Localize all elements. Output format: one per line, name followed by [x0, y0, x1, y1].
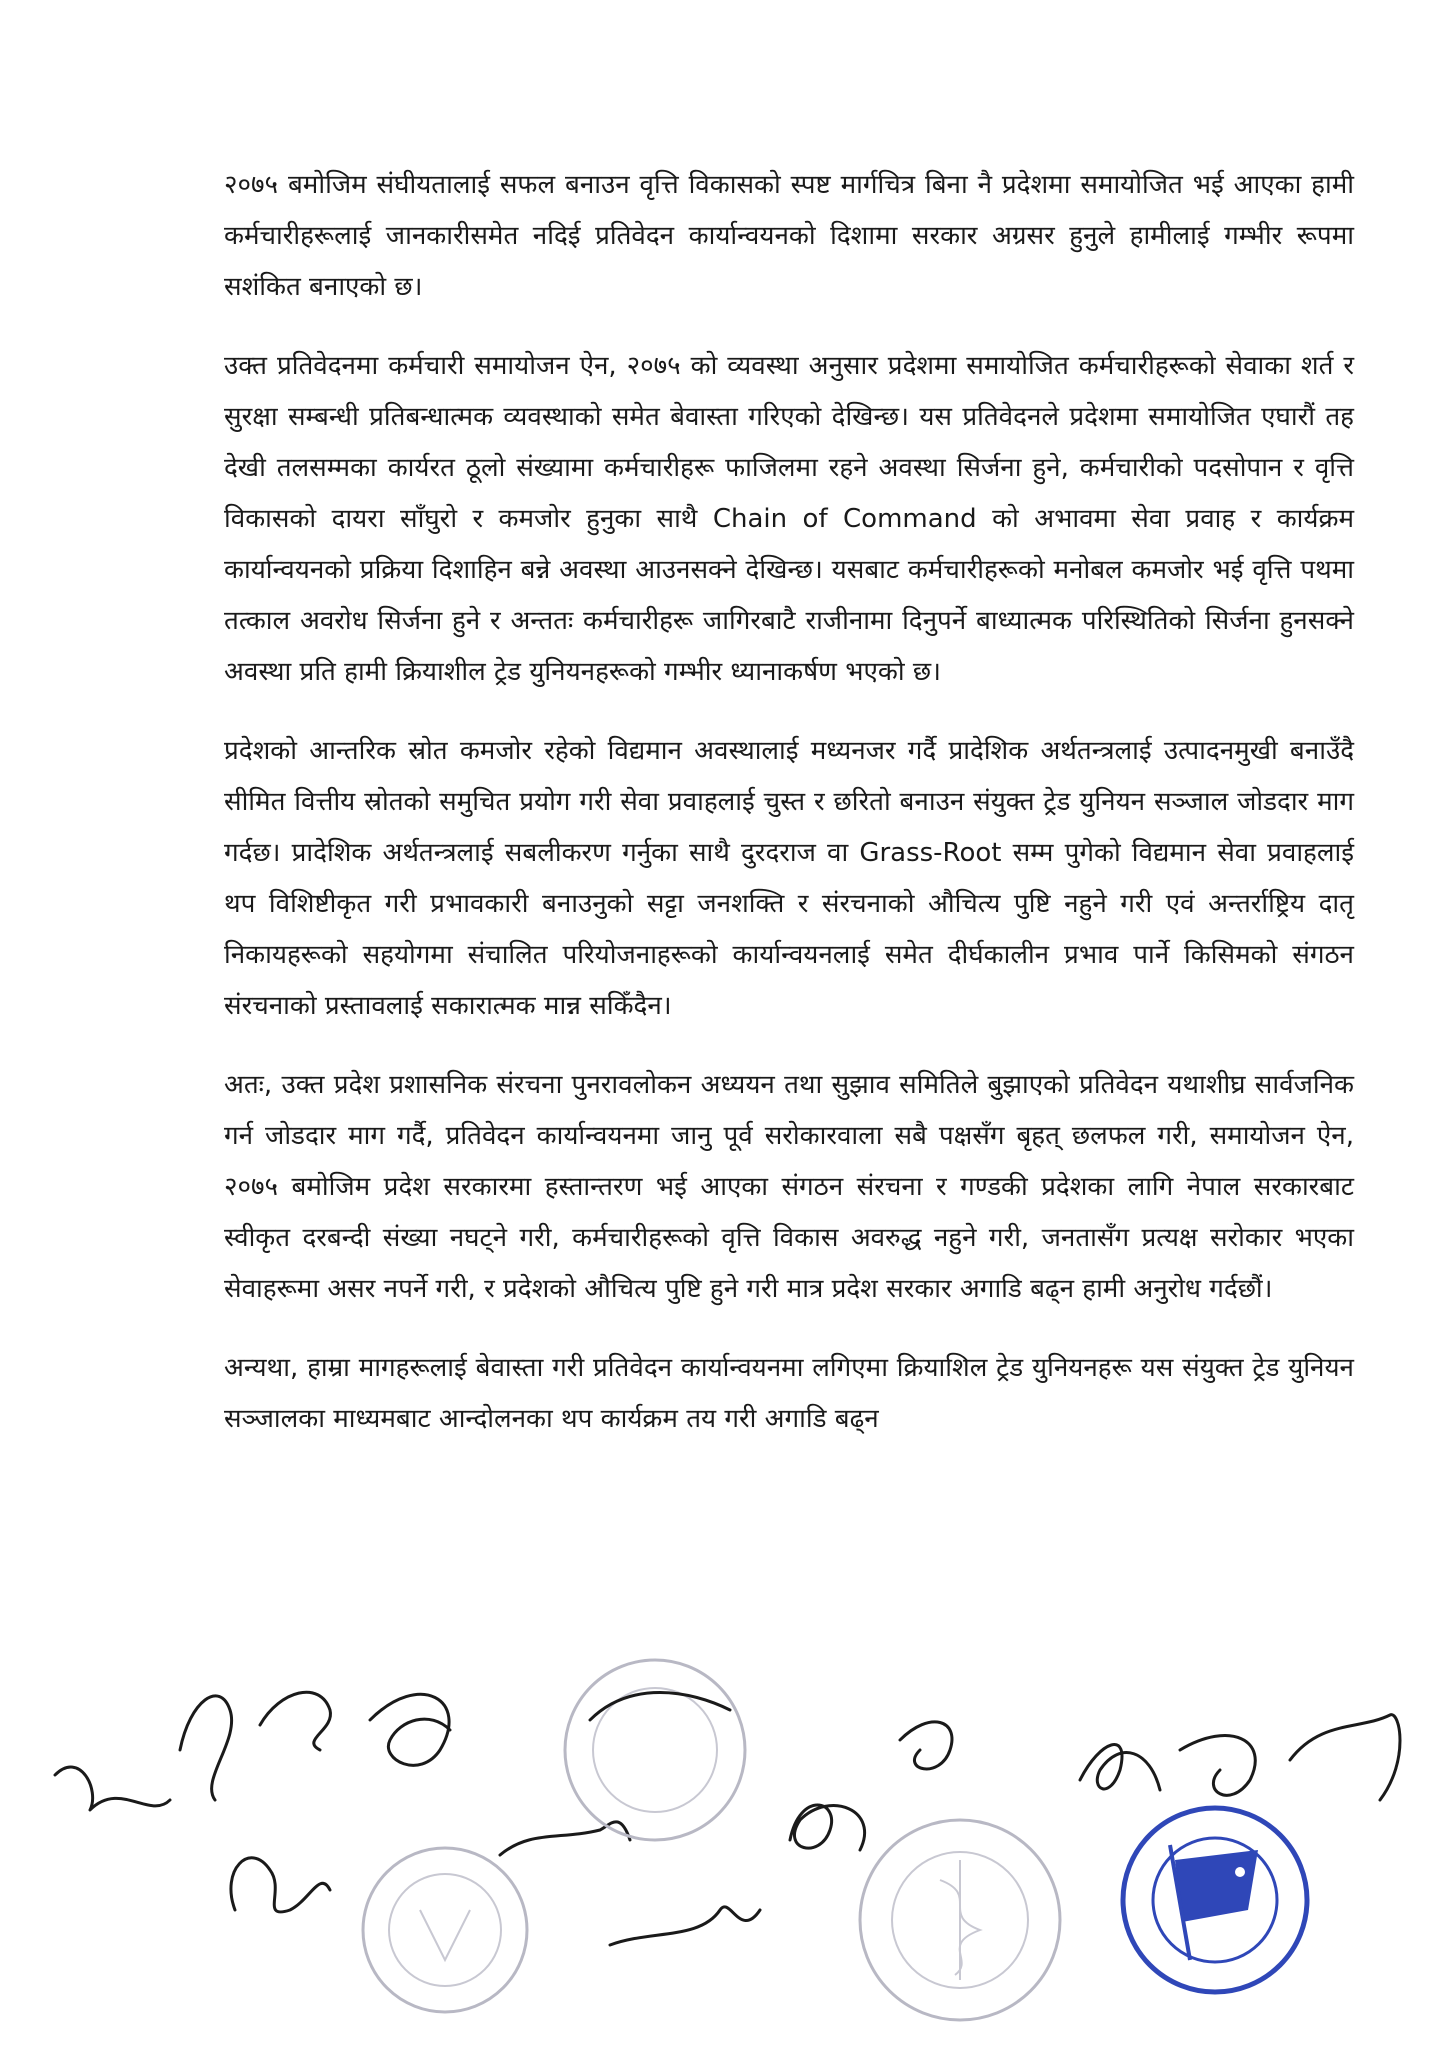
signature-3 — [231, 1858, 330, 1912]
paragraph-1: २०७५ बमोजिम संघीयतालाई सफल बनाउन वृत्ति विकासको स्पष्ट मार्गचित्र बिना नै प्रदेशमा समायोजित भई आएका हामी कर्मचारीहरूलाई जानकारीसमेत नदिई प्रतिवेदन कार्यान्वयनको दिशामा सरकार अग्रसर हुनुले हामीलाई गम्भीर रूपमा सशंकित बनाएको छ। — [224, 170, 1354, 302]
signature-6 — [1080, 1715, 1400, 1800]
signature-4 — [500, 1822, 760, 1945]
signature-2 — [260, 1692, 450, 1765]
seal-nelta — [363, 1848, 527, 2012]
paragraph-4: अतः, उक्त प्रदेश प्रशासनिक संरचना पुनरावलोकन अध्ययन तथा सुझाव समितिले बुझाएको प्रतिवेदन यथाशीघ्र सार्वजनिक गर्न जोडदार माग गर्दै, प्रतिवेदन कार्यान्वयनमा जानु पूर्व सरोकारवाला सबै पक्षसँग बृहत् छलफल गरी, समायोजन ऐन, २०७५ बमोजिम प्रदेश सरकारमा हस्तान्तरण भई आएका संगठन संरचना र गण्डकी प्रदेशका लागि नेपाल सरकारबाट स्वीकृत दरबन्दी संख्या नघट्ने गरी, कर्मचारीहरूको वृत्ति विकास अवरुद्ध नहुने गरी, जनतासँग प्रत्यक्ष सरोकार भएका सेवाहरूमा असर नपर्ने गरी, र प्रदेशको औचित्य पुष्टि हुने गरी मात्र प्रदेश सरकार अगाडि बढ्न हामी अनुरोध गर्दछौं। — [224, 1070, 1354, 1304]
signature-1 — [55, 1696, 232, 1810]
seal-janajati-karmachari — [1123, 1808, 1307, 1992]
signatures-and-seals — [0, 1640, 1448, 2048]
seal-karmachari-sangathan — [565, 1660, 745, 1840]
signature-5 — [790, 1722, 952, 1850]
paragraph-2: उक्त प्रतिवेदनमा कर्मचारी समायोजन ऐन, २०७५ को व्यवस्था अनुसार प्रदेशमा समायोजित कर्मचारीहरूको सेवाका शर्त र सुरक्षा सम्बन्धी प्रतिबन्धात्मक व्यवस्थाको समेत बेवास्ता गरिएको देखिन्छ। यस प्रतिवेदनले प्रदेशमा समायोजित एघारौं तह देखी तलसम्मका कार्यरत ठूलो संख्यामा कर्मचारीहरू फाजिलमा रहने अवस्था सिर्जना हुने, कर्मचारीको पदसोपान र वृत्ति विकासको दायरा साँघुरो र कमजोर हुनुका साथै Chain of Command को अभावमा सेवा प्रवाह र कार्यक्रम कार्यान्वयनको प्रक्रिया दिशाहिन बन्ने अवस्था आउनसक्ने देखिन्छ। यसबाट कर्मचारीहरूको मनोबल कमजोर भई वृत्ति पथमा तत्काल अवरोध सिर्जना हुने र अन्ततः कर्मचारीहरू जागिरबाटै राजीनामा दिनुपर्ने बाध्यात्मक परिस्थितिको सिर्जना हुनसक्ने अवस्था प्रति हामी क्रियाशील ट्रेड युनियनहरूको गम्भीर ध्यानाकर्षण भएको छ। — [224, 351, 1354, 687]
paragraph-3: प्रदेशको आन्तरिक स्रोत कमजोर रहेको विद्यमान अवस्थालाई मध्यनजर गर्दै प्रादेशिक अर्थतन्त्रलाई उत्पादनमुखी बनाउँदै सीमित वित्तीय स्रोतको समुचित प्रयोग गरी सेवा प्रवाहलाई चुस्त र छरितो बनाउन संयुक्त ट्रेड युनियन सञ्जाल जोडदार माग गर्दछ। प्रादेशिक अर्थतन्त्रलाई सबलीकरण गर्नुका साथै दुरदराज वा Grass-Root सम्म पुगेको विद्यमान सेवा प्रवाहलाई थप विशिष्टीकृत गरी प्रभावकारी बनाउनुको सट्टा जनशक्ति र संरचनाको औचित्य पुष्टि नहुने गरी एवं अन्तर्राष्ट्रिय दातृ निकायहरूको सहयोगमा संचालित परियोजनाहरूको कार्यान्वयनलाई समेत दीर्घकालीन प्रभाव पार्ने किसिमको संगठन संरचनाको प्रस्तावलाई सकारात्मक मान्न सकिँदैन। — [224, 736, 1354, 1021]
seal-health-professionals — [860, 1820, 1060, 2020]
letter-body — [224, 160, 1354, 1473]
signature-seal-drawing — [0, 1640, 1448, 2048]
paragraph-5: अन्यथा, हाम्रा मागहरूलाई बेवास्ता गरी प्रतिवेदन कार्यान्वयनमा लगिएमा क्रियाशिल ट्रेड युनियनहरू यस संयुक्त ट्रेड युनियन सञ्जालका माध्यमबाट आन्दोलनका थप कार्यक्रम तय गरी अगाडि बढ्न — [224, 1353, 1354, 1434]
